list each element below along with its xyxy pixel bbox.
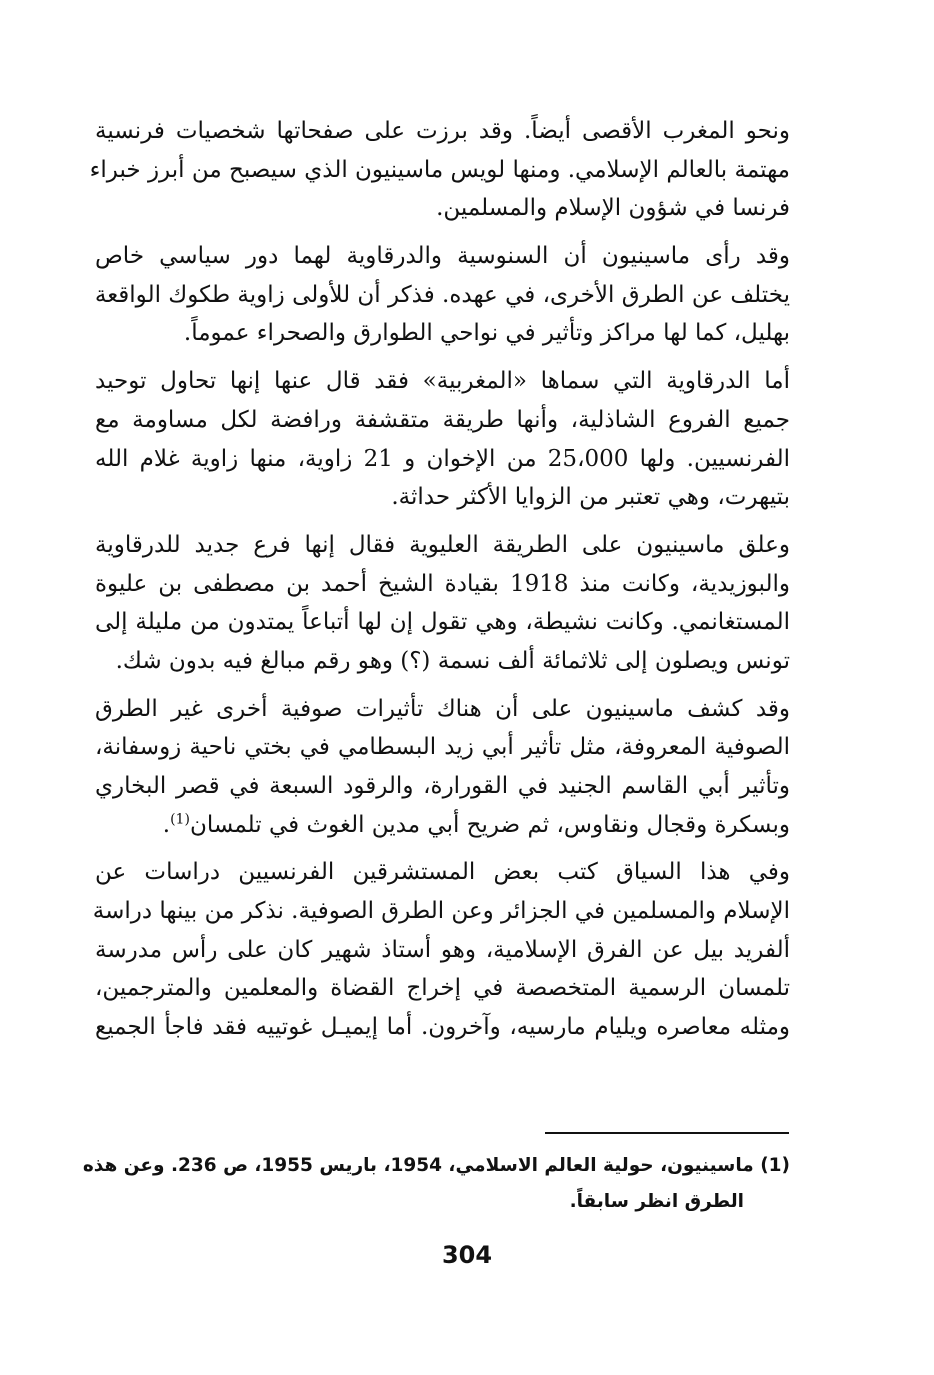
text-line: وفي هذا السياق كتب بعض المستشرقين الفرنسيين دراسات عن — [95, 859, 790, 886]
footnote-line: (1) ماسينيون، حولية العالم الاسلامي، 1954، باريس 1955، ص 236. وعن هذه — [82, 1155, 790, 1176]
paragraph-gap — [95, 681, 790, 690]
paragraph-gap — [95, 353, 790, 362]
page-number: 304 — [441, 1241, 493, 1269]
text-line: أما الدرقاوية التي سماها «المغربية» فقد قال عنها إنها تحاول توحيد — [95, 368, 790, 395]
paragraph-gap — [95, 228, 790, 237]
text-line: وقد رأى ماسينيون أن السنوسية والدرقاوية لهما دور سياسي خاص — [95, 243, 790, 270]
text-line: مهتمة بالعالم الإسلامي. ومنها لويس ماسينيون الذي سيصبح من أبرز خبراء — [89, 156, 790, 183]
text-line: وعلق ماسينيون على الطريقة العليوية فقال إنها فرع جديد للدرقاوية — [95, 531, 790, 558]
text-line-content: وبسكرة وقجال ونقاوس، ثم ضريح أبي مدين الغوث في تلمسان — [189, 811, 790, 838]
text-line: المستغانمي. وكانت نشيطة، وهي تقول إن لها أتباعاً يمتدون من مليلة إلى — [95, 609, 790, 636]
text-line: والبوزيدية، وكانت منذ 1918 بقيادة الشيخ أحمد بن مصطفى بن عليوة — [95, 570, 790, 597]
text-line: ألفريد بيل عن الفرق الإسلامية، وهو أستاذ شهير كان على رأس مدرسة — [95, 936, 790, 963]
text-line: تونس ويصلون إلى ثلاثمائة ألف نسمة (؟) وهو رقم مبالغ فيه بدون شك. — [115, 647, 790, 674]
text-line: الإسلام والمسلمين في الجزائر وعن الطرق الصوفية. نذكر من بينها دراسة — [92, 898, 790, 925]
paragraph-gap — [95, 844, 790, 853]
text-line: يختلف عن الطرق الأخرى، في عهده. فذكر أن للأولى زاوية طكوك الواقعة — [94, 281, 790, 308]
text-line: تلمسان الرسمية المتخصصة في إخراج القضاة والمعلمين والمترجمين، — [95, 975, 790, 1002]
text-line: وقد كشف ماسينيون على أن هناك تأثيرات صوفية أخرى غير الطرق — [95, 695, 790, 722]
text-line: وتأثير أبي القاسم الجنيد في القورارة، والرقود السبعة في قصر البخاري — [95, 773, 790, 799]
text-line — [95, 806, 790, 845]
footnote-line: الطرق انظر سابقاً. — [569, 1191, 744, 1212]
footnotes — [82, 1148, 790, 1220]
text-line: جميع الفروع الشاذلية، وأنها طريقة متقشفة ورافضة لكل مساومة مع — [95, 406, 790, 433]
main-text — [89, 112, 790, 1047]
text-line: ونحو المغرب الأقصى أيضاً. وقد برزت على صفحاتها شخصيات فرنسية — [95, 118, 790, 144]
text-line: الصوفية المعروفة، مثل تأثير أبي زيد البسطامي في بختي ناحية زوسفانة، — [95, 734, 790, 761]
paragraph-gap — [95, 517, 790, 526]
footnote-reference: (1) — [170, 811, 190, 828]
footnote-separator — [545, 1132, 789, 1134]
text-line: فرنسا في شؤون الإسلام والمسلمين. — [436, 195, 790, 222]
sentence-end: . — [162, 811, 171, 838]
text-line: بهليل، كما لها مراكز وتأثير في نواحي الطوارق والصحراء عموماً. — [183, 320, 790, 347]
text-line: بتيهرت، وهي تعتبر من الزوايا الأكثر حداثة. — [391, 484, 790, 511]
text-line: ومثله معاصره ويليام مارسيه، وآخرون. أما إيميـل غوتييه فقد فاجأ الجميع — [95, 1014, 790, 1041]
text-line: الفرنسيين. ولها 25،000 من الإخوان و 21 زاوية، منها زاوية غلام الله — [95, 445, 790, 472]
